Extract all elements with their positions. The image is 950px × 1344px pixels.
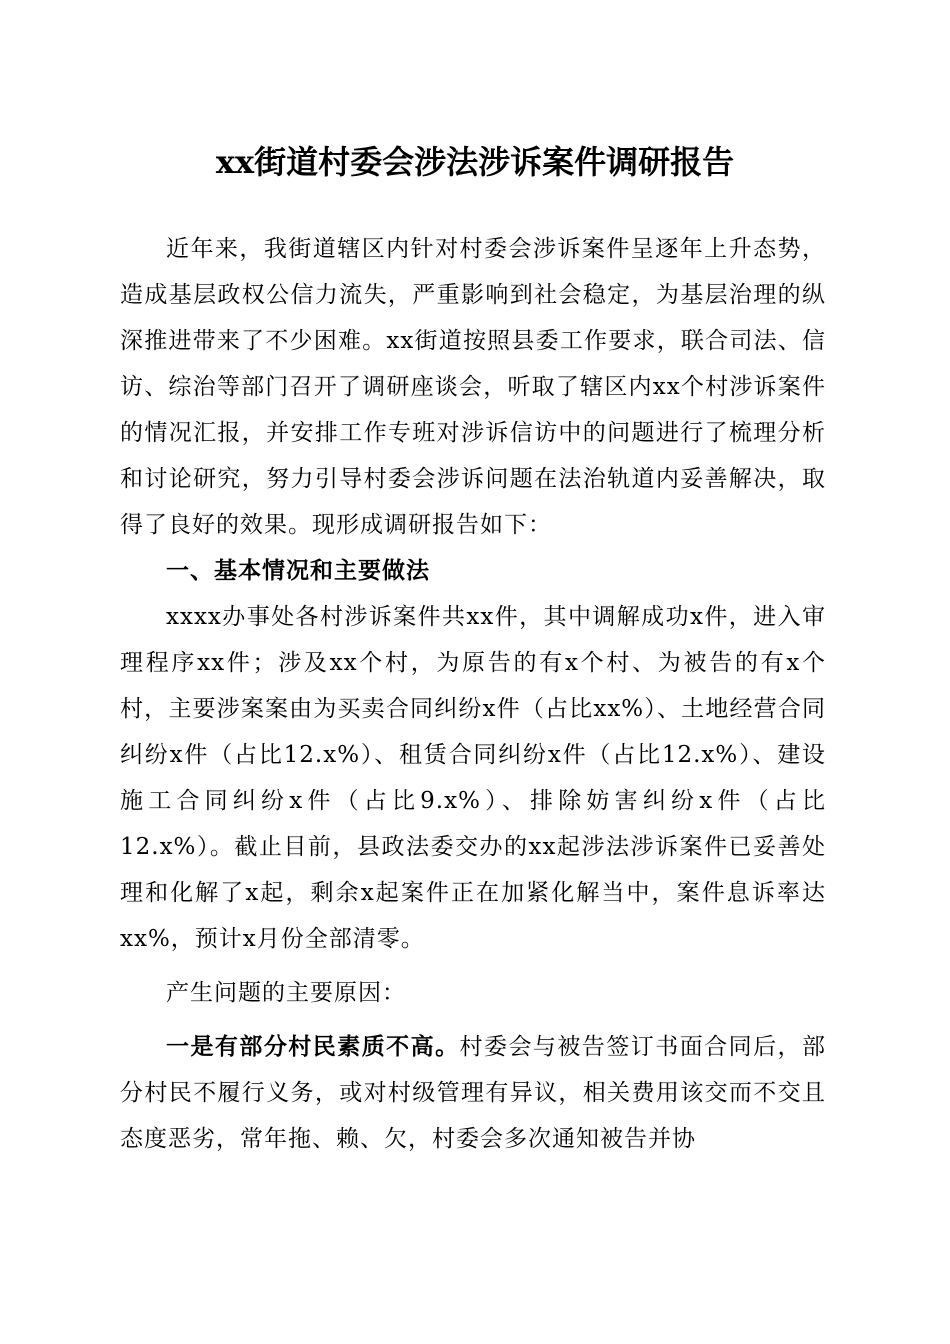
cause-paragraph (120, 1024, 826, 1162)
causes-intro-paragraph: 产生问题的主要原因： (166, 980, 406, 1006)
document-title: xx街道村委会涉法涉诉案件调研报告 (215, 143, 735, 181)
document-body (120, 226, 826, 1162)
section-heading: 一、基本情况和主要做法 (166, 558, 430, 584)
section-paragraph: xxxx办事处各村涉诉案件共xx件，其中调解成功x件，进入审理程序xx件；涉及xx个村，为原告的有x个村、为被告的有x个村，主要涉案案由为买卖合同纠纷x件（占比xx%）、土地经营合同纠纷x件（占比12.x%）、租赁合同纠纷x件（占比12.x%）、建设施工合同纠纷x件（占比9.x%）、排除妨害纠纷x件（占比12.x%）。截止目前，县政法委交办的xx起涉法涉诉案件已妥善处理和化解了x起，剩余x起案件正在加紧化解当中，案件息诉率达xx%，预计x月份全部清零。 (120, 604, 826, 952)
intro-paragraph: 近年来，我街道辖区内针对村委会涉诉案件呈逐年上升态势，造成基层政权公信力流失，严重影响到社会稳定，为基层治理的纵深推进带来了不少困难。xx街道按照县委工作要求，联合司法、信访、综治等部门召开了调研座谈会，听取了辖区内xx个村涉诉案件的情况汇报，并安排工作专班对涉诉信访中的问题进行了梳理分析和讨论研究，努力引导村委会涉诉问题在法治轨道内妥善解决，取得了良好的效果。现形成调研报告如下： (120, 236, 826, 538)
cause-body: 村委会与被告签订书面合同后，部分村民不履行义务，或对村级管理有异议，相关费用该交而不交且态度恶劣，常年拖、赖、欠，村委会多次通知被告并协 (120, 1034, 827, 1152)
cause-lead: 一是有部分村民素质不高。 (166, 1033, 460, 1060)
